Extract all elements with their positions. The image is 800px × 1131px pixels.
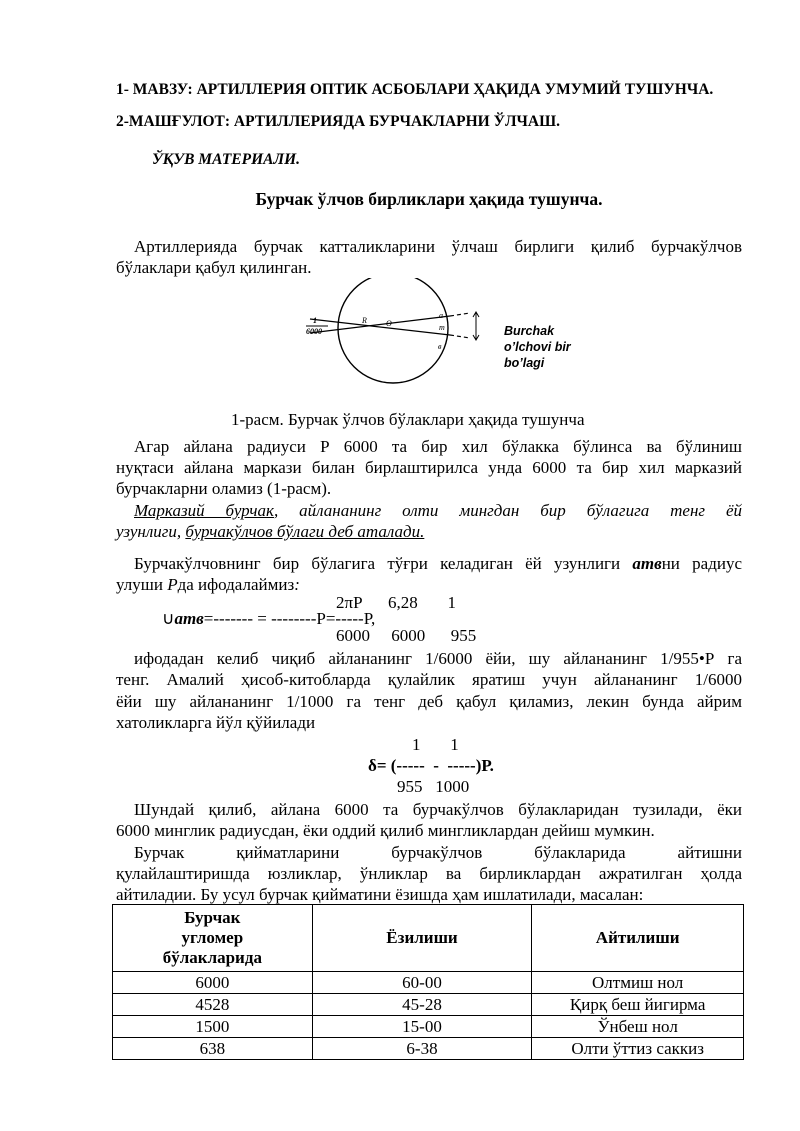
para7-line1: Бурчак қийматларини бурчакўлчов бўлакларида айтишни [134,843,742,862]
formula1-numerators: 2πР 6,28 1 [336,593,457,612]
para6-line1: Шундай қилиб, айлана 6000 та бурчакўлчов бўлакларидан тузилади, ёки [134,800,742,819]
formula1-var: атв [174,609,204,628]
radius-line-upper [310,319,450,335]
table-header-row [113,905,744,972]
cell-written: 60-00 [312,972,532,994]
para4-line1-a: Бурчакўлчовнинг бир бўлагига тўғри келадиган ёй узунлиги [134,554,633,573]
para5-line3: ёйи шу айлананинг 1/1000 га тенг деб қабул қиламиз, лекин бунда айрим [116,692,742,711]
cell-value: 4528 [113,994,313,1016]
header-written: Ёзилиши [312,905,532,972]
arc-var: атв [632,554,662,573]
para6-line2: 6000 минглик радиусдан, ёки оддий қилиб мингликлардан дейиш мумкин. [116,821,655,840]
para2-line2: нуқтаси айлана маркази билан бирлаштирилса унда 6000 та бир хил марказий [116,458,742,477]
header-angle-units-line3: бўлакларида [162,948,262,967]
para3-line2 [116,521,424,542]
material-heading: ЎҚУВ МАТЕРИАЛИ. [152,151,301,168]
cell-written: 6-38 [312,1038,532,1060]
dashed-extension-lower [450,335,470,338]
header-angle-units [113,905,313,972]
label-r: R [362,316,367,325]
figure-side-label-line3: bo’lagi [504,356,545,370]
angle-unit-term: бурчакўлчов бўлаги деб аталади. [185,522,425,541]
table-row [113,1038,744,1060]
formula1-denominators: 6000 6000 955 [336,626,477,645]
table-row [113,972,744,994]
cell-spoken: Олтмиш нол [532,972,744,994]
para1-line2: бўлаклари қабул қилинган. [116,258,312,277]
angle-reading-table [112,904,744,1060]
topic-heading: 1- МАВЗУ: АРТИЛЛЕРИЯ ОПТИК АСБОБЛАРИ ҲАҚИДА УМУМИЙ ТУШУНЧА. [116,81,714,98]
para5-line1: ифодадан келиб чиқиб айлананинг 1/6000 ёйи, шу айлананинг 1/955•Р га [134,649,742,668]
cell-written: 45-28 [312,994,532,1016]
cell-spoken: Қирқ беш йигирма [532,994,744,1016]
para2-line1: Агар айлана радиуси Р 6000 та бир хил бўлакка бўлинса ва бўлиниш [134,437,742,456]
para4-line2-d: : [294,575,300,594]
label-m: m [439,323,445,332]
arc-symbol: ∪ [162,609,175,628]
header-spoken: Айтилиши [532,905,744,972]
formula2-denominators: 955 1000 [397,777,470,796]
formula1-rest: =------- = --------Р=-----Р, [203,609,376,628]
dashed-extension-upper [450,313,470,316]
radius-line-lower [310,316,450,333]
label-o: O [386,319,392,328]
formula2-numerators: 1 1 [412,735,459,754]
para4-line1 [116,553,742,574]
para3-line1-rest: , айлананинг олти мингдан бир бўлагига тенг ёй [274,501,742,520]
para7-line2: қулайлаштиришда юзликлар, ўнликлар ва бирликлардан ажратилган ҳолда [116,864,742,883]
cell-value: 6000 [113,972,313,994]
label-v: в [438,342,442,351]
cell-value: 638 [113,1038,313,1060]
fraction-denominator: 6000 [306,327,322,336]
label-a: a [439,311,443,320]
figure-side-label-line1: Burchak [504,324,555,338]
radius-var: Р [167,575,178,594]
para3-line2-start: узунлиги, [116,522,186,541]
central-angle-term: Марказий бурчак [134,501,274,520]
section-title: Бурчак ўлчов бирликлари ҳақида тушунча. [255,189,603,209]
circle-outline [338,278,448,383]
cell-value: 1500 [113,1016,313,1038]
table-row [113,1016,744,1038]
para5-line2: тенг. Амалий ҳисоб-китобларда қулайлик яратиш учун айлананинг 1/6000 [116,670,742,689]
para4-line1-c: ни радиус [661,554,742,573]
figure-side-label-line2: o’lchovi bir [504,340,571,354]
para3-line1 [134,500,742,521]
para5-line4: хатоликларга йўл қўйилади [116,713,316,732]
para4-line2-a: улуши [116,575,168,594]
formula2-main: δ= (----- - -----)Р. [368,756,494,775]
para4-line2-c: да ифодалаймиз [177,575,295,594]
para1-line1: Артиллерияда бурчак катталикларини ўлчаш бирлиги қилиб бурчакўлчов [134,237,742,256]
lesson-heading: 2-МАШҒУЛОТ: АРТИЛЛЕРИЯДА БУРЧАКЛАРНИ ЎЛЧАШ. [116,113,561,130]
figure-caption: 1-расм. Бурчак ўлчов бўлаклари ҳақида тушунча [231,410,585,429]
header-angle-units-line1: Бурчак [184,908,241,927]
para7-line3: айтиладии. Бу усул бурчак қийматини ёзишда ҳам ишлатилади, масалан: [116,885,644,904]
fraction-numerator: 1 [313,316,317,325]
cell-spoken: Олти ўттиз саккиз [532,1038,744,1060]
cell-written: 15-00 [312,1016,532,1038]
para4-line2 [116,574,300,595]
cell-spoken: Ўнбеш нол [532,1016,744,1038]
header-angle-units-line2: угломер [181,928,244,947]
angle-unit-figure [300,278,500,384]
para2-line3: бурчакларни оламиз (1-расм). [116,479,332,498]
table-row [113,994,744,1016]
